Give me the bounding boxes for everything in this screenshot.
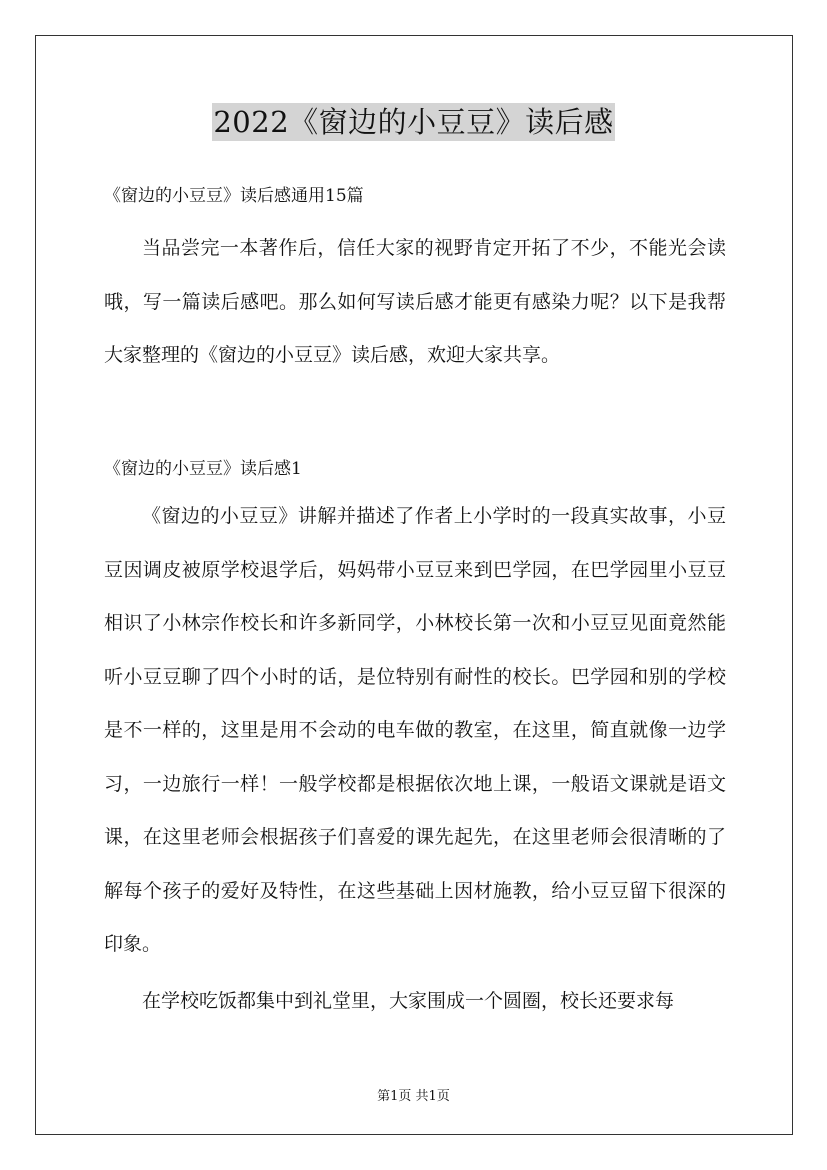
document-title: 2022《窗边的小豆豆》读后感 <box>213 105 614 139</box>
section-heading: 《窗边的小豆豆》读后感1 <box>104 459 302 479</box>
page-footer: 第1页 共1页 <box>377 1089 450 1104</box>
intro-paragraph: 当品尝完一本著作后，信任大家的视野肯定开拓了不少，不能光会读哦，写一篇读后感吧。那么如何写读后感才能更有感染力呢？以下是我帮大家整理的《窗边的小豆豆》读后感，欢迎大家共享。 <box>104 237 726 366</box>
document-title-wrapper <box>0 100 827 141</box>
document-subtitle: 《窗边的小豆豆》读后感通用15篇 <box>104 186 364 206</box>
body-paragraph: 《窗边的小豆豆》讲解并描述了作者上小学时的一段真实故事，小豆豆因调皮被原学校退学后，妈妈带小豆豆来到巴学园，在巴学园里小豆豆相识了小林宗作校长和许多新同学，小林校长第一次和小豆豆见面竟然能听小豆豆聊了四个小时的话，是位特别有耐性的校长。巴学园和别的学校是不一样的，这里是用不会动的电车做的教室，在这里，简直就像一边学习，一边旅行一样！一般学校都是根据依次地上课，一般语文课就是语文课，在这里老师会根据孩子们喜爱的课先起先，在这里老师会很清晰的了解每个孩子的爱好及特性，在这些基础上因材施教，给小豆豆留下很深的印象。 <box>104 505 726 955</box>
body-paragraph: 在学校吃饭都集中到礼堂里，大家围成一个圆圈，校长还要求每 <box>142 990 675 1012</box>
